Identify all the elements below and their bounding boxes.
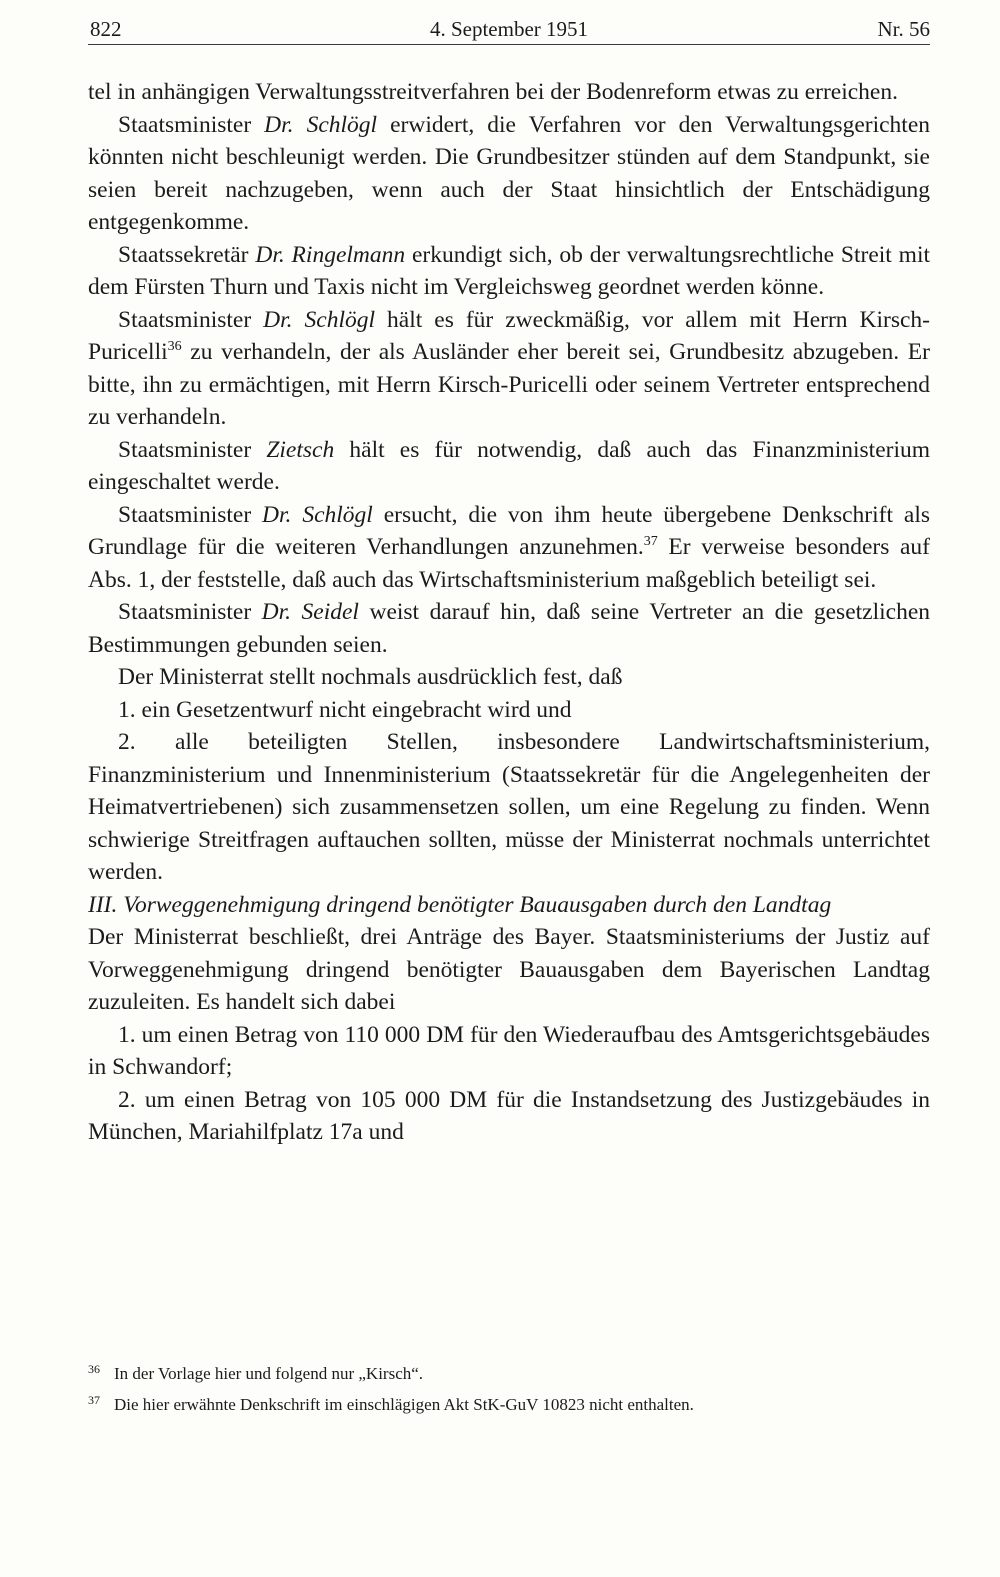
list-item: 1. um einen Betrag von 110 000 DM für den Wiederaufbau des Amtsgerichtsgebäudes in Schwandorf; (88, 1021, 930, 1080)
text-run: Staatsminister (118, 111, 265, 138)
text-run: Staatsminister (118, 306, 264, 333)
main-text (88, 76, 930, 1149)
text-run: Staatssekretär (118, 241, 256, 268)
list-item: 1. ein Gesetzentwurf nicht eingebracht wird und (118, 696, 572, 723)
paragraph (88, 499, 930, 597)
speaker-name: Dr. Schlögl (262, 501, 373, 528)
paragraph (88, 596, 930, 661)
speaker-name: Dr. Seidel (261, 599, 359, 625)
footnote-text: In der Vorlage hier und folgend nur „Kirsch“. (114, 1364, 424, 1383)
page-number: 822 (90, 17, 122, 41)
header-date: 4. September 1951 (429, 17, 589, 41)
running-header (88, 14, 930, 45)
footnote (88, 1387, 930, 1418)
text-run: hält es für notwendig, daß auch das Finanzministerium eingeschaltet werde. (88, 436, 931, 495)
paragraph (88, 304, 930, 434)
list-item: 2. um einen Betrag von 105 000 DM für die Instandsetzung des Justizgebäudes in München, Mariahilfplatz 17a und (88, 1086, 930, 1145)
paragraph (88, 434, 930, 499)
text-run: erkundigt sich, ob der verwaltungsrechtliche Streit mit dem Fürsten Thurn und Taxis nicht im Vergleichsweg geordnet werden könne. (88, 241, 931, 300)
text-run: hält es für zweckmäßig, vor allem mit Herrn Kirsch-Puricelli (88, 306, 931, 365)
text-run: Er verweise besonders auf Abs. 1, der feststelle, daß auch das Wirtschaftsministerium maßgeblich beteiligt sei. (88, 534, 930, 593)
speaker-name: Zietsch (266, 436, 335, 463)
footnote (88, 1356, 930, 1387)
footnotes (88, 1356, 930, 1418)
footnote-number: 37 (88, 1393, 100, 1407)
paragraph: Der Ministerrat beschließt, drei Anträge des Bayer. Staatsministeriums der Justiz auf Vorweggenehmigung dringend benötigter Bauausgaben dem Bayerischen Landtag zuzuleiten. Es handelt sich dabei (88, 924, 930, 1015)
footnote-ref[interactable]: 36 (167, 339, 182, 354)
text-run: weist darauf hin, daß seine Vertreter an die gesetzlichen Bestimmungen gebunden seien. (88, 599, 930, 658)
paragraph (88, 239, 930, 304)
text-run: erwidert, die Verfahren vor den Verwaltungsgerichten könnten nicht beschleunigt werden. Die Grundbesitzer stünden auf dem Standpunkt, sie seien bereit nachzugeben, wenn auch der Staat hinsichtlich der Entschädigung entgegenkomme. (88, 111, 931, 235)
speaker-name: Dr. Schlögl (264, 111, 378, 138)
text-run: Staatsminister (118, 599, 262, 625)
issue-number: Nr. 56 (877, 17, 930, 41)
speaker-name: Dr. Ringelmann (255, 241, 406, 268)
footnote-number: 36 (88, 1362, 100, 1376)
text-run: Staatsminister (118, 436, 267, 463)
paragraph: Der Ministerrat stellt nochmals ausdrücklich fest, daß (118, 664, 623, 690)
paragraph: tel in anhängigen Verwaltungsstreitverfahren bei der Bodenreform etwas zu erreichen. (88, 79, 898, 105)
text-run: Staatsminister (118, 501, 263, 528)
text-run: ersucht, die von ihm heute übergebene Denkschrift als Grundlage für die weiteren Verhandlungen anzunehmen. (88, 501, 930, 560)
footnote-text: Die hier erwähnte Denkschrift im einschlägigen Akt StK-GuV 10823 nicht enthalten. (114, 1395, 694, 1414)
paragraph (88, 109, 930, 239)
list-item: 2. alle beteiligten Stellen, insbesondere Landwirtschaftsministerium, Finanzministerium und Innenministerium (Staatssekretär für die Angelegenheiten der Heimatvertriebenen) sich zusammensetzen sollen, um eine Regelung zu finden. Wenn schwierige Streitfragen auftauchen sollten, müsse der Ministerrat nochmals unterrichtet werden. (88, 729, 930, 885)
text-run: zu verhandeln, der als Ausländer eher bereit sei, Grundbesitz abzugeben. Er bitte, ihn zu ermächtigen, mit Herrn Kirsch-Puricelli oder seinem Vertreter entsprechend zu verhandeln. (88, 339, 930, 430)
speaker-name: Dr. Schlögl (263, 306, 376, 333)
section-heading: III. Vorweggenehmigung dringend benötigter Bauausgaben durch den Landtag (88, 891, 832, 918)
footnote-ref[interactable]: 37 (643, 534, 658, 549)
